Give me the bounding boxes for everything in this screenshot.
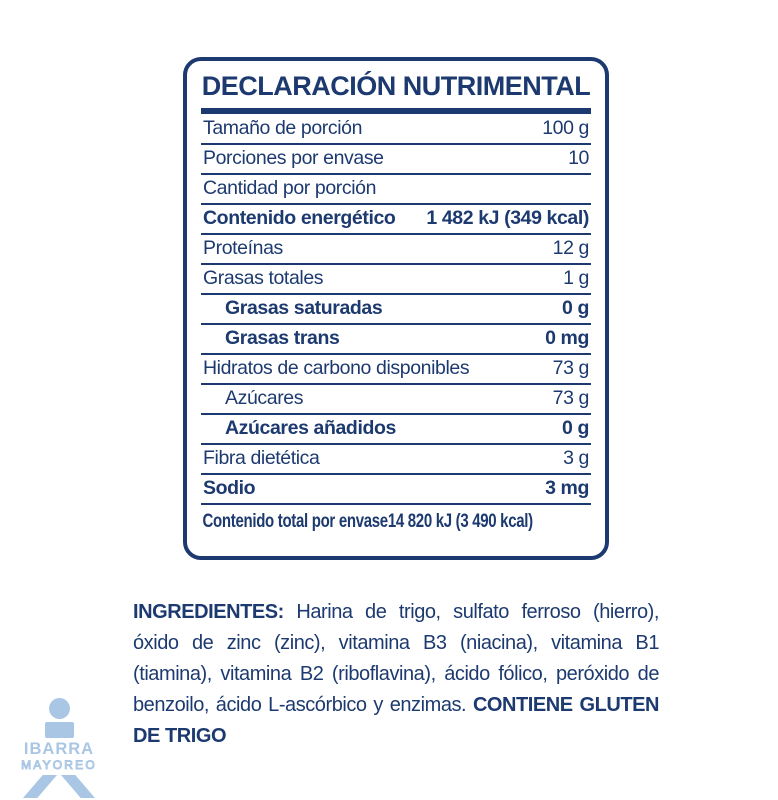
nutrient-value: 73 g (552, 387, 589, 410)
nutrient-value: 73 g (552, 357, 589, 380)
logo-left-leg-icon (23, 775, 57, 798)
allergen-statement: CONTIENE GLUTEN DE TRIGO (133, 694, 659, 747)
nutrient-value: 1 482 kJ (349 kcal) (426, 207, 589, 230)
nutrition-row (201, 385, 591, 415)
logo-body-icon (45, 722, 74, 738)
nutrient-label: Grasas trans (225, 327, 340, 350)
nutrient-value: 0 g (562, 297, 589, 320)
nutrient-value: 1 g (563, 267, 589, 290)
logo-sub-text: MAYOREO (21, 758, 97, 772)
nutrition-row (201, 235, 591, 265)
nutrient-label: Proteínas (203, 237, 283, 260)
nutrition-row (201, 355, 591, 385)
logo-head-icon (49, 698, 70, 719)
nutrient-label: Tamaño de porción (203, 117, 363, 140)
nutrient-label: Azúcares añadidos (225, 417, 396, 440)
nutrition-row (201, 115, 591, 145)
total-label: Contenido total por envase (202, 510, 388, 533)
nutrient-label: Grasas totales (203, 267, 324, 290)
nutrition-row (201, 415, 591, 445)
ingredients-body: Harina de trigo, sulfato ferroso (hierro), óxido de zinc (zinc), vitamina B3 (niacina), vitamina B1 (tiamina), vitamina B2 (riboflavina), ácido fólico, peróxido de benzoilo, ácido L-ascórbico y enzimas. (133, 601, 659, 716)
logo-legs-icon (23, 775, 95, 798)
nutrient-value: 10 (568, 147, 589, 170)
nutrition-rows (201, 115, 591, 505)
nutrient-value: 0 mg (545, 327, 589, 350)
nutrition-panel (183, 57, 609, 560)
nutrient-value: 3 mg (545, 477, 589, 500)
nutrient-label: Porciones por envase (203, 147, 384, 170)
nutrition-row (201, 475, 591, 505)
nutrient-label: Grasas saturadas (225, 297, 383, 320)
nutrition-row (201, 325, 591, 355)
ingredients-paragraph (133, 597, 659, 752)
nutrition-title: DECLARACIÓN NUTRIMENTAL (201, 71, 591, 101)
nutrient-label: Fibra dietética (203, 447, 320, 470)
nutrient-label: Cantidad por porción (203, 177, 377, 200)
nutrient-value: 100 g (542, 117, 589, 140)
nutrition-total-row (201, 505, 591, 539)
nutrient-label: Azúcares (225, 387, 304, 410)
title-underline (201, 108, 591, 114)
ibarra-mayoreo-logo (16, 698, 102, 798)
nutrient-label: Hidratos de carbono disponibles (203, 357, 470, 380)
nutrition-row (201, 205, 591, 235)
nutrition-row (201, 445, 591, 475)
total-value: 14 820 kJ (3 490 kcal) (387, 510, 533, 533)
nutrient-label: Contenido energético (203, 207, 396, 230)
nutrition-row (201, 295, 591, 325)
nutrient-label: Sodio (203, 477, 256, 500)
nutrition-row (201, 145, 591, 175)
logo-brand-text: IBARRA (23, 740, 95, 758)
nutrient-value: 3 g (563, 447, 589, 470)
nutrition-row (201, 175, 591, 205)
nutrition-row (201, 265, 591, 295)
nutrient-value: 0 g (562, 417, 589, 440)
logo-right-leg-icon (61, 775, 95, 798)
nutrient-value: 12 g (552, 237, 589, 260)
ingredients-heading: INGREDIENTES: (133, 601, 284, 623)
